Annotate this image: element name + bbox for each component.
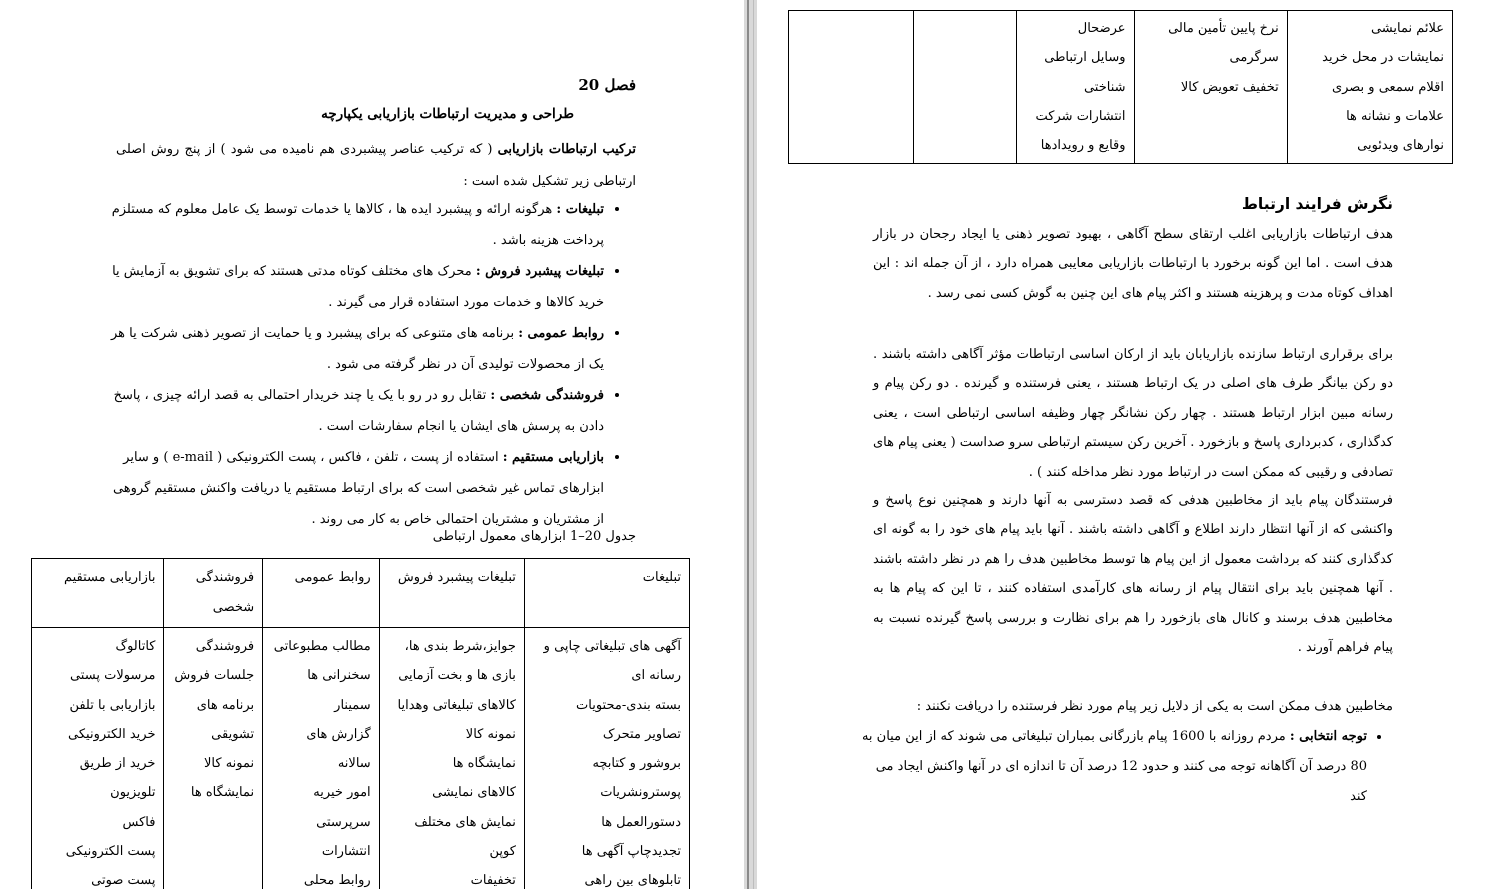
cell-line: سرگرمی xyxy=(1229,50,1279,66)
cell-line: انتشارات شرکت xyxy=(1035,108,1126,124)
cell-line: روابط محلی xyxy=(303,873,371,889)
cell-line: انتشارات xyxy=(321,844,371,860)
cell-line: نرخ پایین تأمین مالی xyxy=(1168,21,1279,36)
cell-line: تجدیدچاپ آگهی ها xyxy=(581,844,681,860)
cell-line: بروشور و کتابچه xyxy=(592,756,681,772)
communication-tools-table-continued xyxy=(788,10,1453,164)
cell-line: بازی ها و بخت آزمایی xyxy=(398,668,516,684)
table-header-row xyxy=(32,559,690,628)
list-item xyxy=(104,194,604,256)
right-page xyxy=(757,0,1511,889)
table-cell xyxy=(524,628,689,889)
cell-line: گزارش های xyxy=(306,726,371,742)
table-cell-empty xyxy=(914,11,1017,164)
cell-line: نمونه کالا xyxy=(204,756,255,772)
cell-line: بازاریابی با تلفن xyxy=(69,697,156,713)
cell-line: آگهی های تبلیغاتی چاپی و xyxy=(543,639,681,654)
bullet-text: مردم روزانه با 1600 پیام بازرگانی بمباران تبلیغاتی می شوند که از این میان به 80 درصد آن آگاهانه توجه می کنند و حدود 12 درصد آن تا اندازه ای در آنها واکنش ایجاد می کند xyxy=(861,729,1367,804)
bullet-term: توجه انتخابی : xyxy=(1289,729,1367,744)
bullet-term: فروشندگی شخصی : xyxy=(490,388,604,403)
gutter-divider xyxy=(753,0,754,889)
table-cell xyxy=(263,628,380,889)
cell-line: خرید الکترونیکی xyxy=(68,726,156,742)
paragraph: برای برقراری ارتباط سازنده بازاریابان باید از ارکان اساسی ارتباطات مؤثر آگاهی داشته باشند . دو رکن بیانگر طرف های اصلی در یک ارتباط هستند ، یعنی فرستنده و گیرنده . دو رکن پیام و رسانه مبین ابزار ارتباط هستند . چهار رکن نشانگر چهار وظیفه اساسی ارتباطی است ، یعنی کدگذاری ، کدبرداری پاسخ و بازخورد . آخرین رکن سیستم ارتباطی سرو صداست ( یعنی پیام های تصادفی و رقیبی که ممکن است در ارتباط مورد نظر مداخله کنند ) . xyxy=(872,347,1393,480)
chapter-number: فصل 20 xyxy=(578,76,636,94)
cell-line: دستورالعمل ها xyxy=(601,814,681,830)
bullet-text: برنامه های متنوعی که برای پیشبرد و یا حمایت از تصویر ذهنی شرکت یا هر یک از محصولات تولیدی آن در نظر گرفته می شود . xyxy=(111,326,604,372)
list-item xyxy=(104,380,604,442)
reasons-list xyxy=(857,722,1393,812)
table-row xyxy=(32,628,690,889)
cell-line: علامات و نشانه ها xyxy=(1346,108,1444,124)
cell-line: تخفیفات xyxy=(470,873,516,889)
cell-line: بسته بندی-محتویات xyxy=(576,697,681,713)
cell-line: سالانه xyxy=(337,756,371,772)
page-gutter xyxy=(744,0,757,889)
bullet-term: تبلیغات : xyxy=(556,202,604,217)
cell-line: وسایل ارتباطی xyxy=(1044,50,1126,66)
table-cell xyxy=(1134,11,1287,164)
cell-line: خرید از طریق xyxy=(79,756,156,772)
paragraph: مخاطبین هدف ممکن است به یکی از دلایل زیر پیام مورد نظر فرستنده را دریافت نکنند : xyxy=(916,699,1393,714)
table-cell xyxy=(1017,11,1134,164)
cell-line: سخنرانی ها xyxy=(307,668,371,684)
table-row xyxy=(789,11,1453,164)
gutter-divider xyxy=(747,0,749,889)
section-heading: نگرش فرایند ارتباط xyxy=(1241,195,1393,213)
cell-line: فروشندگی xyxy=(195,639,255,654)
cell-line: پست الکترونیکی xyxy=(65,844,156,860)
cell-line: برنامه های xyxy=(196,697,255,713)
cell-line: پست صوتی xyxy=(91,873,156,889)
communication-methods-list xyxy=(104,194,626,535)
cell-line: رسانه ای xyxy=(631,668,681,684)
list-item xyxy=(104,318,604,380)
table-cell xyxy=(32,628,164,889)
bullet-term: بازاریابی مستقیم : xyxy=(502,450,604,465)
cell-line: تشویقی xyxy=(211,726,255,742)
list-item xyxy=(857,722,1367,812)
cell-line: شناختی xyxy=(1083,79,1126,95)
cell-line: اقلام سمعی و بصری xyxy=(1331,79,1444,95)
list-item xyxy=(104,256,604,318)
bullet-term: تبلیغات پیشبرد فروش : xyxy=(475,264,604,279)
cell-line: تصاویر متحرک xyxy=(602,726,681,742)
cell-line: تابلوهای بین راهی xyxy=(584,873,681,889)
cell-line: نمایشگاه ها xyxy=(190,785,255,801)
table-cell-empty xyxy=(789,11,914,164)
cell-line: سمینار xyxy=(334,697,371,713)
cell-line: نمایشات در محل خرید xyxy=(1322,50,1444,66)
table-header: فروشندگی شخصی xyxy=(164,559,263,628)
bullet-text: استفاده از پست ، تلفن ، فاکس ، پست الکترونیکی ( e-mail ) و سایر ابزارهای تماس غیر شخصی است که برای ارتباط مستقیم یا دریافت واکنش مستقیم گروهی از مشتریان و مشتریان احتمالی خاص به کار می روند . xyxy=(112,450,604,527)
cell-line: جوایز،شرط بندی ها، xyxy=(404,639,516,654)
table-header: تبلیغات پیشبرد فروش xyxy=(379,559,524,628)
table-caption: جدول 20–1 ابزارهای معمول ارتباطی xyxy=(432,529,636,544)
cell-line: مرسولات پستی xyxy=(69,668,156,684)
bullet-text: هرگونه ارائه و پیشبرد ایده ها ، کالاها یا خدمات توسط یک عامل معلوم که مستلزم پرداخت هزینه باشد . xyxy=(111,202,604,248)
table-header: روابط عمومی xyxy=(263,559,380,628)
cell-line: مطالب مطبوعاتی xyxy=(273,639,371,654)
intro-term: ترکیب ارتباطات بازاریابی xyxy=(497,142,636,157)
cell-line: نمونه کالا xyxy=(465,726,516,742)
bullet-text: تقابل رو در رو با یک یا چند خریدار احتمالی به قصد ارائه چیزی ، پاسخ دادن به پرسش های ایشان یا انجام سفارشات است . xyxy=(113,388,604,434)
table-cell xyxy=(164,628,263,889)
cell-line: کاتالوگ xyxy=(115,639,156,654)
cell-line: کالاهای نمایشی xyxy=(432,785,516,801)
table-cell xyxy=(1287,11,1452,164)
cell-line: علائم نمایشی xyxy=(1370,21,1444,36)
cell-line: امور خیریه xyxy=(313,785,371,801)
cell-line: پوسترونشریات xyxy=(600,785,681,801)
cell-line: وقایع و رویدادها xyxy=(1040,138,1126,154)
table-cell xyxy=(379,628,524,889)
bullet-text: محرک های مختلف کوتاه مدتی هستند که برای تشویق به آزمایش یا خرید کالاها و خدمات مورد استفاده قرار می گیرند . xyxy=(112,264,604,310)
cell-line: نوارهای ویدئویی xyxy=(1357,138,1444,154)
list-item xyxy=(104,442,604,535)
bullet-term: روابط عمومی : xyxy=(518,326,604,341)
cell-line: فاکس xyxy=(122,814,156,830)
cell-line: تخفیف تعویض کالا xyxy=(1180,79,1279,95)
cell-line: نمایشگاه ها xyxy=(452,756,516,772)
communication-tools-table xyxy=(31,558,690,889)
paragraph: فرستندگان پیام باید از مخاطبین هدفی که قصد دسترسی به آنها دارند و همچنین نوع پاسخ و واکنشی که از آنها انتظار دارند اطلاع و آگاهی داشته باشند . آنها باید پیام های خود را به گونه ای کدگذاری کنند که برداشت معمول از این پیام ها توسط مخاطبین هدف را هم در نظر داشته باشند . آنها همچنین باید برای انتقال پیام از رسانه های کارآمدی استفاده کنند ، تا این که پیام ها به مخاطبین هدف برسند و کانال های بازخورد را هم برای نظارت و بررسی پاسخ گیرنده نسبت به پیام فراهم آورند . xyxy=(873,493,1393,656)
intro-text: ( که ترکیب عناصر پیشبردی هم نامیده می شود ) از پنج روش اصلی ارتباطی زیر تشکیل شده است : xyxy=(116,142,636,189)
chapter-title: طراحی و مدیریت ارتباطات بازاریابی یکپارچه xyxy=(321,106,574,122)
cell-line: عرضحال xyxy=(1077,21,1126,36)
intro-paragraph xyxy=(116,134,636,198)
cell-line: کوپن xyxy=(489,844,516,860)
left-page xyxy=(0,0,744,889)
cell-line: نمایش های مختلف xyxy=(414,814,516,830)
cell-line: کالاهای تبلیغاتی وهدایا xyxy=(397,697,516,713)
cell-line: تلویزیون xyxy=(110,785,156,801)
paragraph: هدف ارتباطات بازاریابی اغلب ارتقای سطح آگاهی ، بهبود تصویر ذهنی یا ایجاد رجحان در بازار هدف است . اما این گونه برخورد با ارتباطات بازاریابی معایبی همراه دارد ، از آن جمله اند : این اهداف کوتاه مدت و پرهزینه هستند و اکثر پیام های این چنین به گوش کسی نمی رسد . xyxy=(873,227,1393,301)
cell-line: جلسات فروش xyxy=(174,668,255,684)
table-header: بازاریابی مستقیم xyxy=(32,559,164,628)
cell-line: سرپرستی xyxy=(316,814,371,830)
table-header: تبلیغات xyxy=(524,559,689,628)
